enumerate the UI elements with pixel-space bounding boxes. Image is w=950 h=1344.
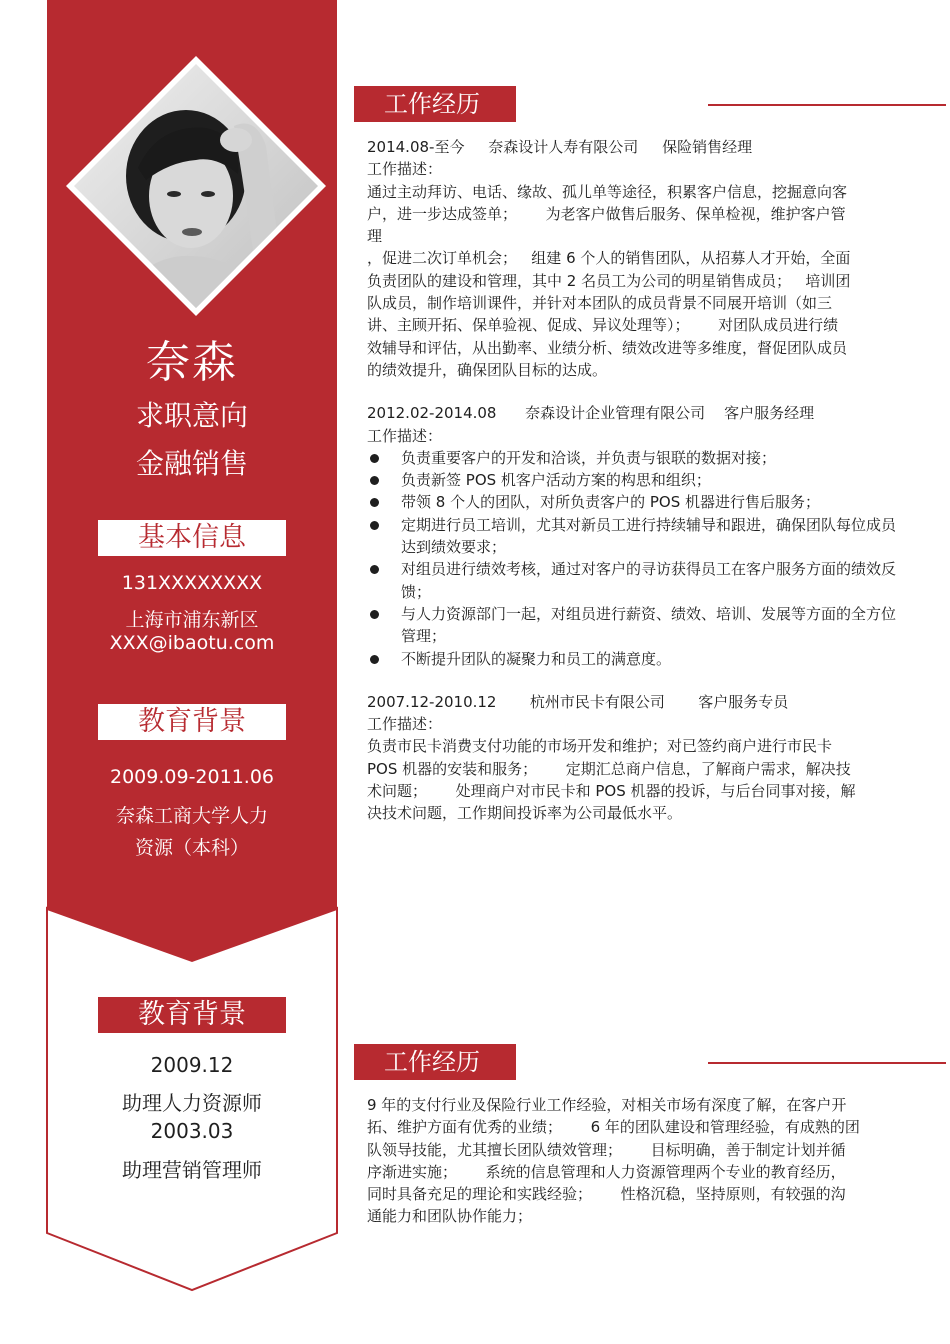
job-desc-line: 决技术问题，工作期间投诉率为公司最低水平。 [367,804,683,823]
work-experience-heading: 工作经历 [354,86,516,122]
job-desc-line: 的绩效提升，确保团队目标的达成。 [367,360,608,379]
candidate-name: 奈森 [146,337,238,388]
email-address: XXX@ibaotu.com [109,632,275,654]
job-desc-line: 术问题； 处理商户对市民卡和 POS 机器的投诉，与后台同事对接，解 [367,782,856,801]
job-desc-line: 队成员，制作培训课件，并针对本团队的成员背景不同展开培训（如三 [367,294,833,313]
job-desc-line: 通过主动拜访、电话、缘故、孤儿单等途径，积累客户信息，挖掘意向客 [367,182,848,201]
education-school-line1: 奈森工商大学人力 [115,805,268,827]
certificate-item-2: 助理营销管理师 [122,1158,262,1182]
self-eval-line: 队领导技能，尤其擅长团队绩效管理； 目标明确，善于制定计划并循 [367,1140,846,1159]
job-entry [367,136,907,381]
job-bullet-list [367,447,907,670]
basic-info-heading: 基本信息 [98,520,286,556]
job-entry [367,691,907,825]
job-header: 2012.02-2014.08 奈森设计企业管理有限公司 客户服务经理 [367,404,815,423]
section-divider [708,104,946,106]
certificate-date-2: 2003.03 [150,1119,234,1143]
list-item: 定期进行员工培训，尤其对新员工进行持续辅导和跟进，确保团队每位成员达到绩效要求； [367,514,907,559]
job-desc-line: 户，进一步达成签单； 为老客户做售后服务、保单检视，维护客户管 [367,204,846,223]
self-eval-line: 同时具备充足的理论和实践经验； 性格沉稳，坚持原则，有较强的沟 [367,1185,846,1204]
education-heading: 教育背景 [98,704,286,740]
education-school-line2: 资源（本科） [134,837,249,859]
list-item: 对组员进行绩效考核，通过对客户的寻访获得员工在客户服务方面的绩效反馈； [367,558,907,603]
work-experience-list [367,136,907,825]
certificate-date-1: 2009.12 [150,1053,234,1077]
job-desc-line: 负责团队的建设和管理，其中 2 名员工为公司的明星销售成员； 培训团 [367,271,851,290]
job-desc-label: 工作描述： [367,160,443,179]
list-item: 负责重要客户的开发和洽谈，并负责与银联的数据对接； [367,447,907,469]
self-evaluation-text [367,1094,907,1228]
self-evaluation-heading: 工作经历 [354,1044,516,1080]
self-eval-line: 拓、维护方面有优秀的业绩； 6 年的团队建设和管理经验，有成熟的团 [367,1118,860,1137]
job-header: 2014.08-至今 奈森设计人寿有限公司 保险销售经理 [367,138,753,156]
job-desc-line: POS 机器的安装和服务； 定期汇总商户信息，了解商户需求，解决技 [367,759,851,778]
phone-number: 131XXXXXXXX [121,572,263,594]
job-desc-line: 负责市民卡消费支付功能的市场开发和维护；对已签约商户进行市民卡 [367,737,833,756]
section-divider [708,1062,946,1064]
certificate-item-1: 助理人力资源师 [122,1091,262,1115]
list-item: 负责新签 POS 机客户活动方案的构思和组织； [367,469,907,491]
list-item: 与人力资源部门一起，对组员进行薪资、绩效、培训、发展等方面的全方位管理； [367,603,907,648]
job-desc-label: 工作描述： [367,426,443,445]
job-entry [367,402,907,670]
education-period: 2009.09-2011.06 [110,766,274,788]
self-eval-line: 序渐进实施； 系统的信息管理和人力资源管理两个专业的教育经历， [367,1162,846,1181]
job-desc-line: 效辅导和评估，从出勤率、业绩分析、绩效改进等多维度，督促团队成员 [367,338,848,357]
job-intent-value: 金融销售 [135,447,248,480]
job-desc-line: 讲、主顾开拓、保单验视、促成、异议处理等）； 对团队成员进行绩 [367,316,839,335]
job-desc-label: 工作描述： [367,715,443,734]
job-desc-line: 理 [367,227,383,246]
location: 上海市浦东新区 [125,609,259,631]
self-eval-line: 通能力和团队协作能力； [367,1207,533,1226]
job-header: 2007.12-2010.12 杭州市民卡有限公司 客户服务专员 [367,692,789,711]
list-item: 带领 8 个人的团队，对所负责客户的 POS 机器进行售后服务； [367,491,907,513]
job-desc-line: ，促进二次订单机会； 组建 6 个人的销售团队，从招募人才开始，全面 [367,249,851,268]
profile-photo [66,56,326,316]
job-intent-label: 求职意向 [135,399,248,432]
certificates-heading: 教育背景 [98,997,286,1033]
list-item: 不断提升团队的凝聚力和员工的满意度。 [367,648,907,670]
self-eval-line: 9 年的支付行业及保险行业工作经验，对相关市场有深度了解，在客户开 [367,1096,847,1114]
